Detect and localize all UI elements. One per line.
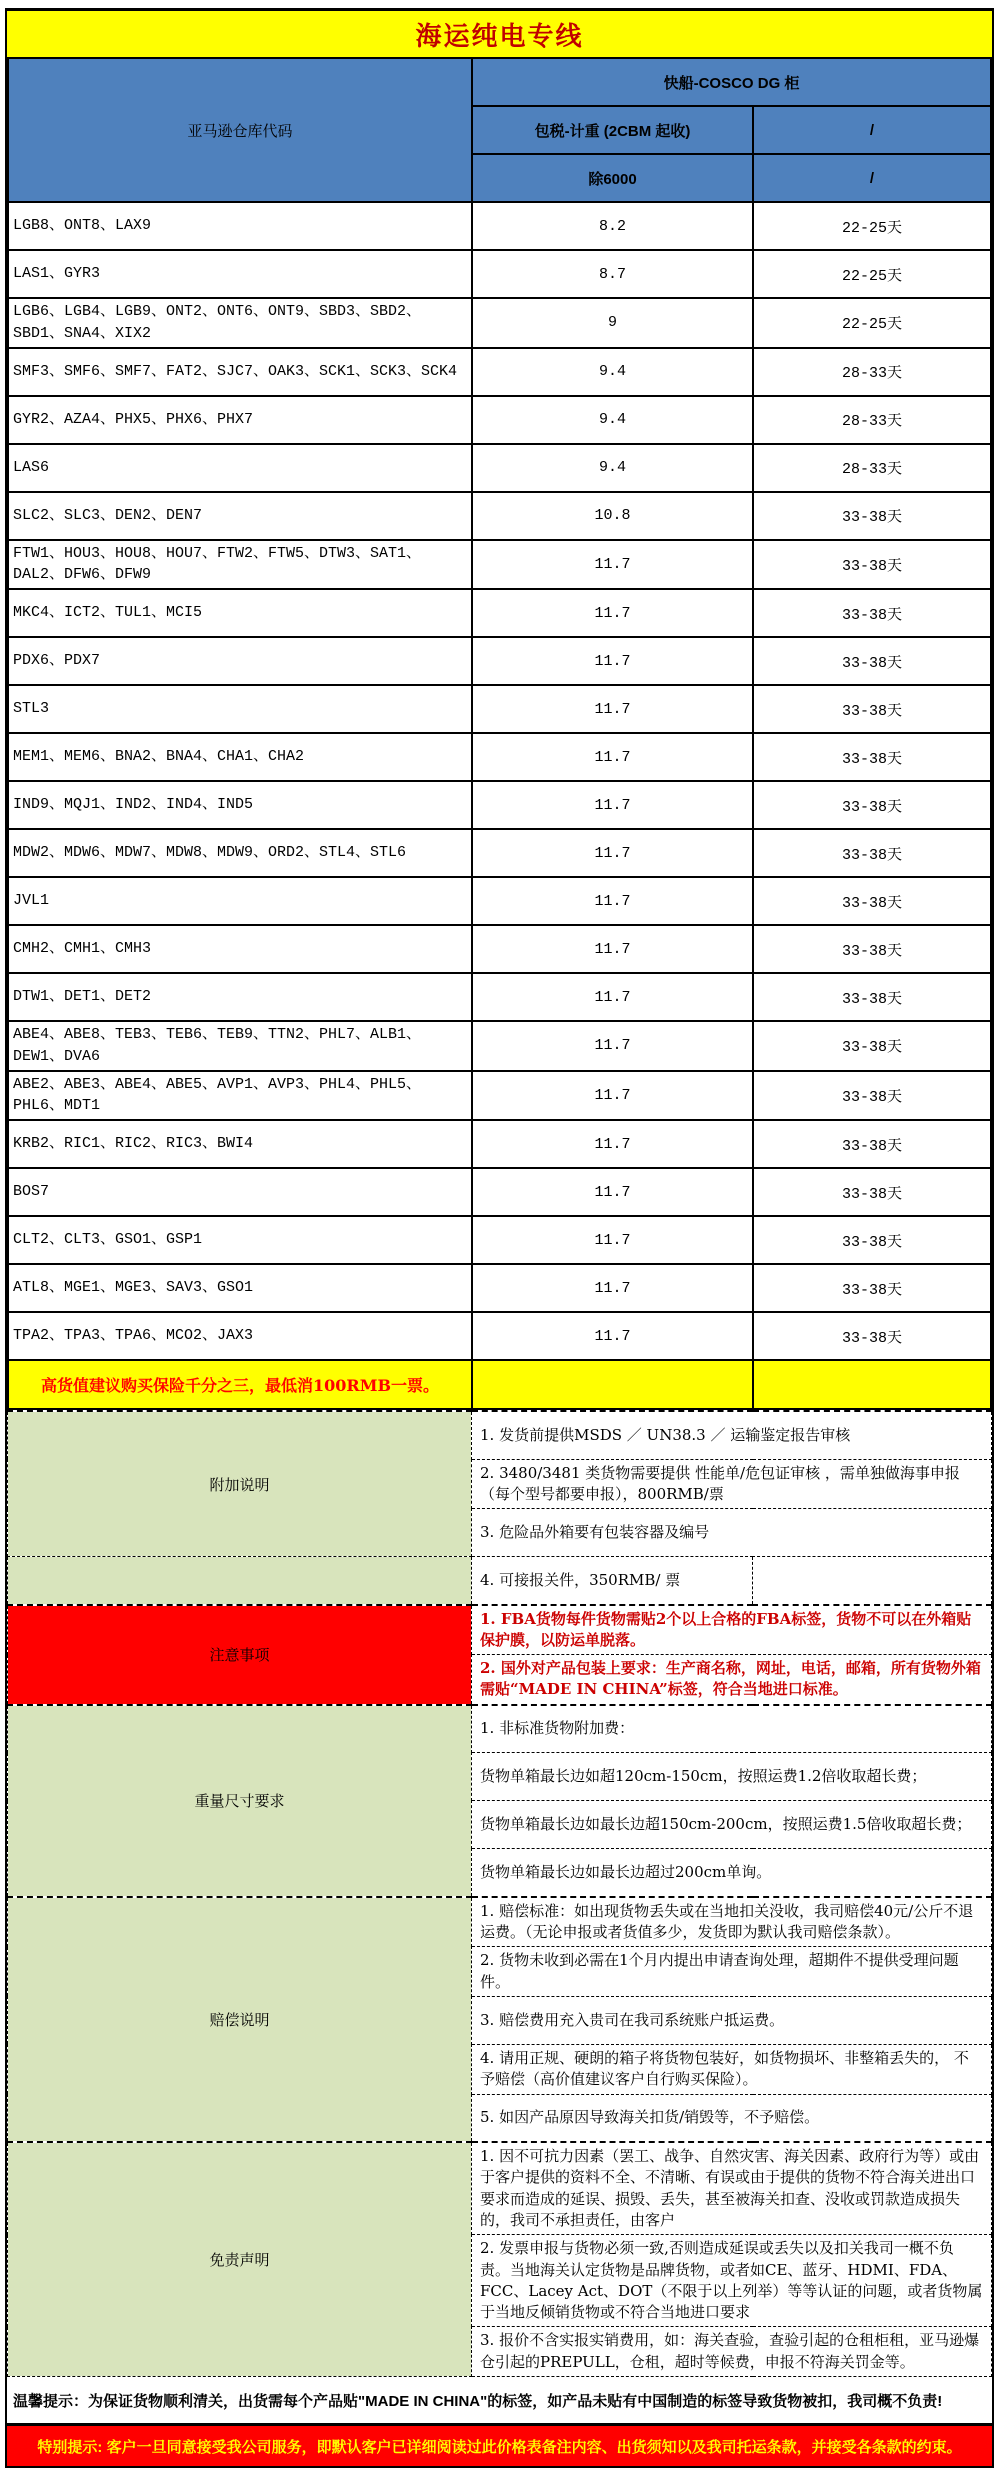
warehouse-codes-cell: ABE4、ABE8、TEB3、TEB6、TEB9、TTN2、PHL7、ALB1、DEW1、DVA6 xyxy=(8,1021,472,1071)
warehouse-codes-cell: CLT2、CLT3、GSO1、GSP1 xyxy=(8,1216,472,1264)
price-cell: 11.7 xyxy=(472,733,753,781)
note-cell: 3. 危险品外箱要有包装容器及编号 xyxy=(472,1509,992,1557)
rate-row xyxy=(8,1216,991,1264)
warehouse-codes-cell: LAS6 xyxy=(8,444,472,492)
rate-row xyxy=(8,589,991,637)
insurance-empty-cell xyxy=(472,1360,753,1409)
rate-row xyxy=(8,348,991,396)
price-cell: 11.7 xyxy=(472,1021,753,1071)
rate-table xyxy=(7,57,992,1410)
price-cell: 11.7 xyxy=(472,781,753,829)
section-label-filler xyxy=(8,1557,472,1605)
insurance-note: 高货值建议购买保险千分之三，最低消100RMB一票。 xyxy=(8,1360,472,1409)
note-cell: 4. 可接报关件，350RMB/ 票 xyxy=(472,1557,753,1605)
note-cell: 货物单箱最长边如最长边超150cm-200cm，按照运费1.5倍收取超长费； xyxy=(472,1801,992,1849)
warehouse-codes-cell: ATL8、MGE1、MGE3、SAV3、GSO1 xyxy=(8,1264,472,1312)
rate-row xyxy=(8,877,991,925)
transit-time-cell: 33-38天 xyxy=(753,973,991,1021)
warehouse-codes-cell: SMF3、SMF6、SMF7、FAT2、SJC7、OAK3、SCK1、SCK3、SCK4 xyxy=(8,348,472,396)
section-label: 免责声明 xyxy=(8,2142,472,2376)
note-cell: 1. 非标准货物附加费： xyxy=(472,1705,992,1753)
transit-time-cell: 28-33天 xyxy=(753,348,991,396)
transit-time-cell: 22-25天 xyxy=(753,250,991,298)
note-row xyxy=(8,1411,992,1459)
warehouse-codes-cell: CMH2、CMH1、CMH3 xyxy=(8,925,472,973)
insurance-empty-cell xyxy=(753,1360,991,1409)
price-cell: 9 xyxy=(472,298,753,348)
warehouse-codes-cell: MKC4、ICT2、TUL1、MCI5 xyxy=(8,589,472,637)
transit-time-cell: 22-25天 xyxy=(753,202,991,250)
price-cell: 11.7 xyxy=(472,637,753,685)
price-cell: 11.7 xyxy=(472,540,753,590)
service-header: 快船-COSCO DG 柜 xyxy=(472,58,991,106)
transit-time-cell: 33-38天 xyxy=(753,877,991,925)
divisor-header: 除6000 xyxy=(472,154,753,202)
rate-row xyxy=(8,1071,991,1121)
rate-row xyxy=(8,202,991,250)
rate-row xyxy=(8,829,991,877)
transit-time-cell: 33-38天 xyxy=(753,589,991,637)
note-cell: 2. 发票申报与货物必须一致,否则造成延误或丢失以及扣关我司一概不负责。当地海关认定货物是品牌货物，或者如CE、蓝牙、HDMI、FDA、FCC、Lacey Act、DOT（不限于以上列举）等等认证的问题，或者货物属于当地反倾销货物或不符合当地进口要求 xyxy=(472,2235,992,2327)
header-row-service xyxy=(8,58,991,106)
transit-time-cell: 33-38天 xyxy=(753,492,991,540)
transit-time-cell: 33-38天 xyxy=(753,1120,991,1168)
rate-row xyxy=(8,1264,991,1312)
transit-time-cell: 33-38天 xyxy=(753,925,991,973)
notes-body xyxy=(8,1411,992,2377)
price-cell: 11.7 xyxy=(472,1071,753,1121)
note-cell: 货物单箱最长边如最长边超过200cm单询。 xyxy=(472,1849,992,1897)
warehouse-codes-cell: LGB6、LGB4、LGB9、ONT2、ONT6、ONT9、SBD3、SBD2、SBD1、SNA4、XIX2 xyxy=(8,298,472,348)
note-cell: 1. 赔偿标准：如出现货物丢失或在当地扣关没收，我司赔偿40元/公斤不退运费。（无论申报或者货值多少，发货即为默认我司赔偿条款）。 xyxy=(472,1897,992,1947)
transit-time-cell: 33-38天 xyxy=(753,1071,991,1121)
price-cell: 11.7 xyxy=(472,925,753,973)
note-cell: 1. 发货前提供MSDS ／ UN38.3 ／ 运输鉴定报告审核 xyxy=(472,1411,992,1459)
pricing-value: / xyxy=(753,106,991,154)
price-cell: 10.8 xyxy=(472,492,753,540)
rate-row xyxy=(8,1021,991,1071)
note-cell: 1. 因不可抗力因素（罢工、战争、自然灾害、海关因素、政府行为等）或由于客户提供的资料不全、不清晰、有误或由于提供的货物不符合海关进出口要求而造成的延误、损毁、丢失，甚至被海关扣查、没收或罚款造成损失的，我司不承担责任，由客户 xyxy=(472,2142,992,2235)
transit-time-cell: 33-38天 xyxy=(753,1312,991,1360)
price-cell: 11.7 xyxy=(472,1264,753,1312)
note-row xyxy=(8,1605,992,1655)
transit-time-cell: 33-38天 xyxy=(753,540,991,590)
note-row xyxy=(8,1705,992,1753)
price-cell: 11.7 xyxy=(472,973,753,1021)
rate-row xyxy=(8,444,991,492)
rate-row xyxy=(8,1168,991,1216)
price-cell: 11.7 xyxy=(472,1312,753,1360)
rate-row xyxy=(8,733,991,781)
price-cell: 11.7 xyxy=(472,1120,753,1168)
transit-time-cell: 22-25天 xyxy=(753,298,991,348)
note-cell: 2. 国外对产品包装上要求：生产商名称，网址，电话，邮箱，所有货物外箱需贴“MADE IN CHINA”标签，符合当地进口标准。 xyxy=(472,1655,992,1705)
warehouse-codes-cell: FTW1、HOU3、HOU8、HOU7、FTW2、FTW5、DTW3、SAT1、DAL2、DFW6、DFW9 xyxy=(8,540,472,590)
rate-row xyxy=(8,1120,991,1168)
price-cell: 11.7 xyxy=(472,1168,753,1216)
rate-row xyxy=(8,973,991,1021)
rate-row xyxy=(8,781,991,829)
warehouse-codes-cell: GYR2、AZA4、PHX5、PHX6、PHX7 xyxy=(8,396,472,444)
rate-row xyxy=(8,396,991,444)
note-cell: 3. 赔偿费用充入贵司在我司系统账户抵运费。 xyxy=(472,1996,992,2044)
rate-row xyxy=(8,540,991,590)
rate-row xyxy=(8,925,991,973)
note-cell: 3. 报价不含实报实销费用，如：海关查验，查验引起的仓租柜租，亚马逊爆仓引起的PREPULL，仓租，超时等候费，申报不符海关罚金等。 xyxy=(472,2327,992,2377)
warehouse-codes-cell: STL3 xyxy=(8,685,472,733)
transit-time-cell: 33-38天 xyxy=(753,1216,991,1264)
transit-time-cell: 28-33天 xyxy=(753,444,991,492)
sheet-title: 海运纯电专线 xyxy=(7,11,992,57)
warehouse-column-header: 亚马逊仓库代码 xyxy=(8,58,472,202)
rate-row xyxy=(8,250,991,298)
rate-row xyxy=(8,1312,991,1360)
price-cell: 9.4 xyxy=(472,348,753,396)
pricing-header: 包税-计重 (2CBM 起收) xyxy=(472,106,753,154)
price-cell: 8.7 xyxy=(472,250,753,298)
section-label: 附加说明 xyxy=(8,1411,472,1557)
warehouse-codes-cell: SLC2、SLC3、DEN2、DEN7 xyxy=(8,492,472,540)
warehouse-codes-cell: LAS1、GYR3 xyxy=(8,250,472,298)
transit-time-cell: 33-38天 xyxy=(753,829,991,877)
price-cell: 8.2 xyxy=(472,202,753,250)
section-label: 重量尺寸要求 xyxy=(8,1705,472,1897)
note-cell: 2. 货物未收到必需在1个月内提出申请查询处理，超期件不提供受理问题件。 xyxy=(472,1947,992,1997)
transit-time-cell: 33-38天 xyxy=(753,1021,991,1071)
warehouse-codes-cell: BOS7 xyxy=(8,1168,472,1216)
note-row xyxy=(8,1897,992,1947)
price-cell: 9.4 xyxy=(472,396,753,444)
price-cell: 11.7 xyxy=(472,685,753,733)
price-cell: 9.4 xyxy=(472,444,753,492)
note-row xyxy=(8,1557,992,1605)
warehouse-codes-cell: PDX6、PDX7 xyxy=(8,637,472,685)
rate-row xyxy=(8,685,991,733)
warehouse-codes-cell: MEM1、MEM6、BNA2、BNA4、CHA1、CHA2 xyxy=(8,733,472,781)
transit-time-cell: 28-33天 xyxy=(753,396,991,444)
note-cell: 货物单箱最长边如超120cm-150cm，按照运费1.2倍收取超长费； xyxy=(472,1753,992,1801)
section-label: 注意事项 xyxy=(8,1605,472,1705)
insurance-body xyxy=(8,1360,991,1409)
warehouse-codes-cell: IND9、MQJ1、IND2、IND4、IND5 xyxy=(8,781,472,829)
notes-table xyxy=(7,1410,992,2377)
insurance-row xyxy=(8,1360,991,1409)
rate-row xyxy=(8,492,991,540)
section-label: 赔偿说明 xyxy=(8,1897,472,2142)
note-cell: 2. 3480/3481 类货物需要提供 性能单/危包证审核 ，需单独做海事申报（每个型号都要申报），800RMB/票 xyxy=(472,1459,992,1509)
warehouse-codes-cell: DTW1、DET1、DET2 xyxy=(8,973,472,1021)
note-cell: 4. 请用正规、硬朗的箱子将货物包装好，如货物损坏、非整箱丢失的， 不予赔偿（高价值建议客户自行购买保险）。 xyxy=(472,2044,992,2094)
divisor-value: / xyxy=(753,154,991,202)
transit-time-cell: 33-38天 xyxy=(753,1264,991,1312)
reminder-note: 温馨提示：为保证货物顺利清关，出货需每个产品贴"MADE IN CHINA"的标签，如产品未贴有中国制造的标签导致货物被扣，我司概不负责! xyxy=(7,2377,992,2423)
price-cell: 11.7 xyxy=(472,877,753,925)
rate-row xyxy=(8,637,991,685)
price-cell: 11.7 xyxy=(472,589,753,637)
warehouse-codes-cell: KRB2、RIC1、RIC2、RIC3、BWI4 xyxy=(8,1120,472,1168)
warehouse-codes-cell: ABE2、ABE3、ABE4、ABE5、AVP1、AVP3、PHL4、PHL5、PHL6、MDT1 xyxy=(8,1071,472,1121)
warehouse-codes-cell: JVL1 xyxy=(8,877,472,925)
warehouse-codes-cell: MDW2、MDW6、MDW7、MDW8、MDW9、ORD2、STL4、STL6 xyxy=(8,829,472,877)
price-cell: 11.7 xyxy=(472,829,753,877)
price-sheet xyxy=(5,8,994,2468)
warehouse-codes-cell: LGB8、ONT8、LAX9 xyxy=(8,202,472,250)
note-cell: 1. FBA货物每件货物需贴2个以上合格的FBA标签，货物不可以在外箱贴保护膜，以防运单脱落。 xyxy=(472,1605,992,1655)
special-notice-banner: 特别提示: 客户一旦同意接受我公司服务，即默认客户已详细阅读过此价格表备注内容、出货须知以及我司托运条款，并接受各条款的约束。 xyxy=(7,2423,992,2466)
note-cell: 5. 如因产品原因导致海关扣货/销毁等，不予赔偿。 xyxy=(472,2094,992,2142)
transit-time-cell: 33-38天 xyxy=(753,685,991,733)
warehouse-codes-cell: TPA2、TPA3、TPA6、MCO2、JAX3 xyxy=(8,1312,472,1360)
note-row xyxy=(8,2142,992,2235)
rate-row xyxy=(8,298,991,348)
transit-time-cell: 33-38天 xyxy=(753,781,991,829)
transit-time-cell: 33-38天 xyxy=(753,733,991,781)
price-cell: 11.7 xyxy=(472,1216,753,1264)
rate-table-header xyxy=(8,58,991,202)
rates-body xyxy=(8,202,991,1360)
transit-time-cell: 33-38天 xyxy=(753,637,991,685)
note-empty-cell xyxy=(753,1557,992,1605)
transit-time-cell: 33-38天 xyxy=(753,1168,991,1216)
